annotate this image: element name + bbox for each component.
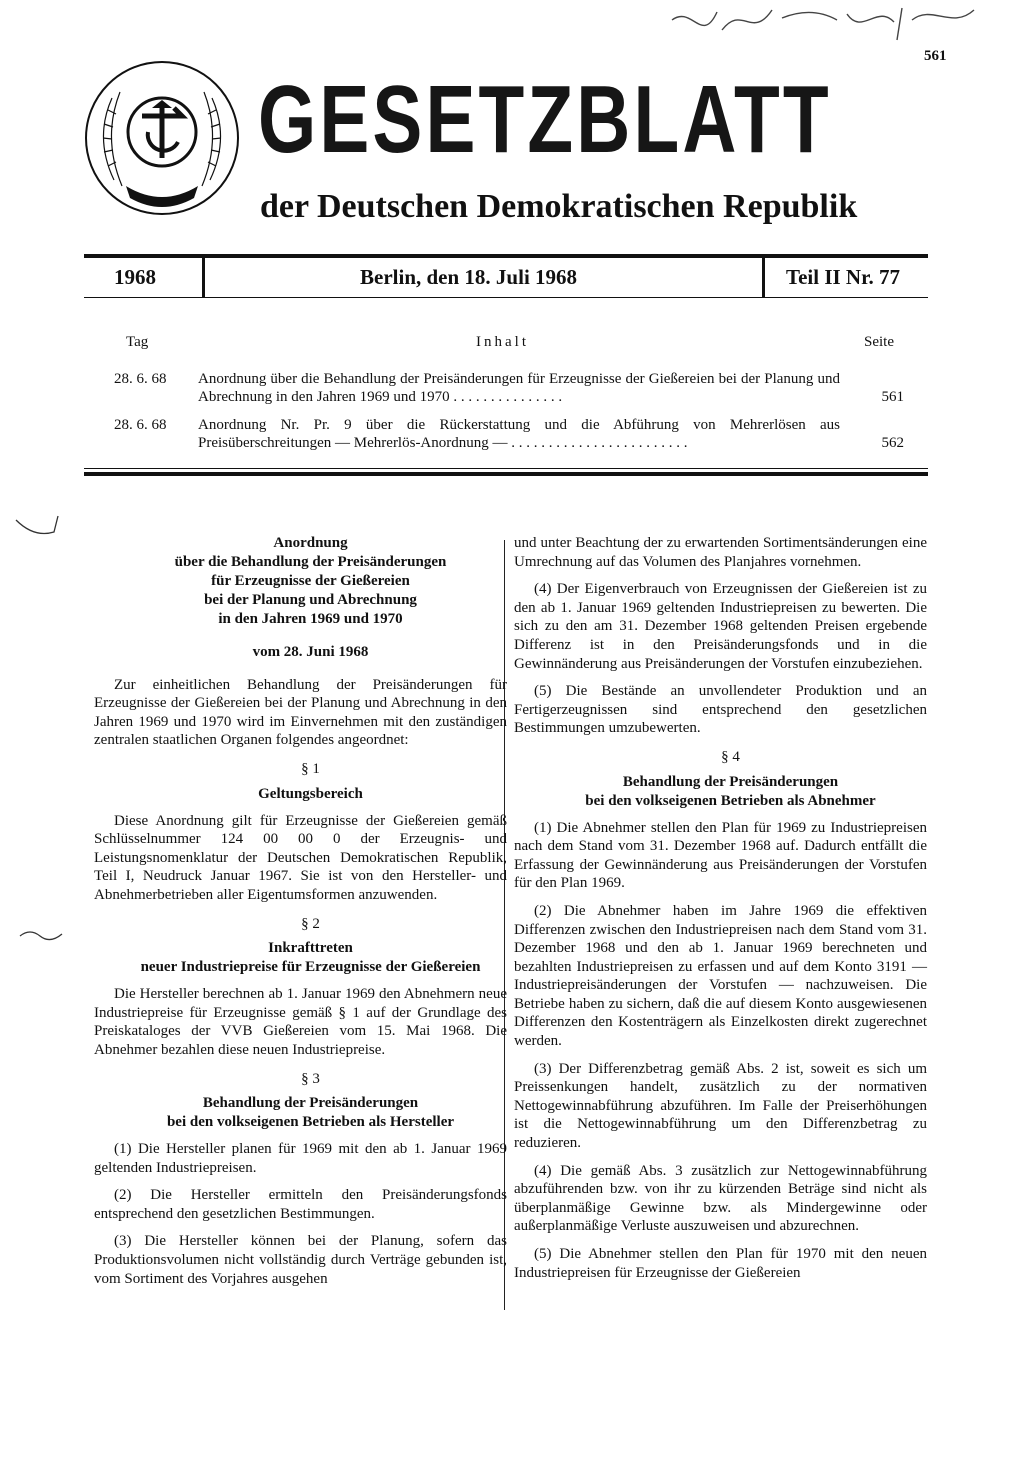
issue-year: 1968	[114, 265, 156, 289]
paragraph: (3) Der Differenzbetrag gemäß Abs. 2 ist, soweit es sich um Preissenkungen handelt, zusätzlich zu der normativen Nettogewinnabführung abzuführen. Im Falle der Preiserhöhungen ist die Nettogewinnabführung um den Differenzbetrag zu reduzieren.	[514, 1060, 927, 1152]
toc-header-page: Seite	[864, 334, 894, 350]
section-number: § 1	[301, 760, 320, 777]
margin-mark	[18, 926, 64, 946]
toc-entry	[84, 370, 928, 410]
paragraph: und unter Beachtung der zu erwartenden Sortimentsänderungen eine Umrechnung auf das Volumen des Planjahres vornehmen.	[514, 535, 927, 570]
section-number: § 4	[721, 748, 740, 765]
section-number: § 2	[301, 915, 320, 932]
section-title: bei den volkseigenen Betrieben als Hersteller	[166, 1114, 455, 1131]
paragraph: (4) Die gemäß Abs. 3 zusätzlich zur Nettogewinnabführung abzuführenden bzw. von ihr zu kürzenden Beträge sind nicht als überplanmäßige Gewinne bzw. als Mindergewinne oder außerplanmäßige Verluste auszuweisen und abzurechnen.	[514, 1162, 927, 1235]
masthead-title: GESETZBLATT	[258, 66, 832, 173]
paragraph: (1) Die Hersteller planen für 1969 mit den ab 1. Januar 1969 geltenden Industriepreisen.	[94, 1141, 507, 1176]
toc-entry-page: 562	[881, 435, 904, 451]
decree-title-line: bei der Planung und Abrechnung	[204, 592, 417, 608]
issue-part-number: Teil II Nr. 77	[786, 265, 900, 289]
decree-date: vom 28. Juni 1968	[252, 644, 369, 660]
decree-title-line: über die Behandlung der Preisänderungen	[174, 554, 447, 570]
masthead-subtitle: der Deutschen Demokratischen Republik	[260, 188, 858, 225]
issue-info-row	[84, 258, 928, 296]
paragraph: (3) Die Hersteller können bei der Planung, sofern das Produktionsvolumen nicht vollständig durch Verträge gebunden ist, vom Sortiment des Vorjahres ausgehen	[94, 1233, 507, 1287]
section-title: Behandlung der Preisänderungen	[202, 1095, 419, 1112]
issue-place-date: Berlin, den 18. Juli 1968	[360, 265, 578, 289]
section-title: Inkrafttreten	[268, 940, 353, 957]
section-title: Behandlung der Preisänderungen	[622, 773, 839, 790]
paragraph: Zur einheitlichen Behandlung der Preisänderungen für Erzeugnisse der Gießereien bei der Planung und Abrechnung in den Jahren 1969 und 1970 wird im Einvernehmen mit den zuständigen zentralen staatlichen Organen folgendes angeordnet:	[94, 676, 507, 749]
paragraph: (4) Der Eigenverbrauch von Erzeugnissen der Gießereien ist zu den ab 1. Januar 1969 geltenden Industriepreisen zu bewerten. Die sich zu den am 31. Dezember 1968 geltenden Preisen ergebende Differenz ist in den Preisänderungsfonds und in die Gewinnänderung aus Preisänderungen der Vorstufen einzubeziehen.	[514, 581, 927, 672]
section-number: § 3	[301, 1070, 320, 1087]
toc-entry-date: 28. 6. 68	[114, 417, 167, 433]
toc-entry-title: Anordnung über die Behandlung der Preisänderungen für Erzeugnisse der Gießereien bei der Planung und Abrechnung in den Jahren 1969 und 1970 . . . . . . . . . . . . . . .	[198, 371, 840, 405]
paragraph: (5) Die Abnehmer stellen den Plan für 1970 mit den neuen Industriepreisen für Erzeugnisse der Gießereien	[514, 1246, 927, 1281]
page-number: 561	[924, 48, 947, 64]
coat-of-arms-icon	[82, 58, 242, 218]
toc-rule-top	[84, 468, 928, 469]
paragraph: Die Hersteller berechnen ab 1. Januar 1969 den Abnehmern neue Industriepreise für Erzeugnisse gemäß § 1 auf der Grundlage des Preiskataloges der VVB Gießereien vom 15. Mai 1968. Die Abnehmer bezahlen diese neuen Industriepreise.	[94, 986, 507, 1058]
decree-title-line: für Erzeugnisse der Gießereien	[211, 573, 410, 589]
decree-title-line: Anordnung	[273, 535, 348, 551]
toc-entry-date: 28. 6. 68	[114, 371, 167, 387]
margin-mark	[14, 512, 60, 542]
toc-entry-title: Anordnung Nr. Pr. 9 über die Rückerstattung und die Abführung von Mehrerlösen aus Preisüberschreitungen — Mehrerlös-Anordnung — . . . . . . . . . . . . . . . . . . . . . . . .	[198, 417, 840, 451]
section-title: bei den volkseigenen Betrieben als Abnehmer	[585, 792, 876, 809]
toc-entry	[84, 416, 928, 456]
left-column	[94, 534, 507, 1297]
paragraph: Diese Anordnung gilt für Erzeugnisse der Gießereien gemäß Schlüsselnummer 124 00 00 0 der Erzeugnis- und Leistungsnomenklatur der Deutschen Demokratischen Republik, Teil I, Neudruck Januar 1967. Sie ist von den Hersteller- und Abnehmerbetrieben aller Eigentumsformen anzuwenden.	[94, 812, 507, 903]
paragraph: (5) Die Bestände an unvollendeter Produktion und an Fertigerzeugnissen sind entsprechend den gesetzlichen Bestimmungen umzubewerten.	[514, 683, 927, 737]
toc-entry-page: 561	[881, 389, 904, 405]
toc-rule-bottom	[84, 472, 928, 476]
section-title: Geltungsbereich	[258, 785, 363, 802]
toc-header-content: Inhalt	[476, 334, 529, 350]
row-separator	[202, 258, 205, 298]
header-rule-bottom	[84, 297, 928, 298]
row-separator	[762, 258, 765, 298]
decree-title-line: in den Jahren 1969 und 1970	[218, 611, 403, 627]
paragraph: (2) Die Abnehmer haben im Jahre 1969 die effektiven Differenzen zwischen den Industriepreisen nach dem Stand vom 31. Dezember 1968 und den ab 1. Januar 1969 berechneten und bezahlten Industriepreisen zu erfassen und auf dem Konto 3191 — Industriepreisänderungen der Vorstufen — nachzuweisen. Die Betriebe haben zu sichern, daß die auf diesem Konto ausgewiesenen Differenzen den Kostenträgern als Einzelkosten direkt zugerechnet werden.	[514, 902, 927, 1050]
paragraph: (1) Die Abnehmer stellen den Plan für 1969 zu Industriepreisen nach dem Stand vom 31. Dezember 1968 auf. Dadurch entfällt die Erfassung der Gewinnänderung aus Preisänderungen der Vorstufen für den Plan 1969.	[514, 819, 927, 892]
handwritten-annotation	[662, 0, 982, 52]
section-title: neuer Industriepreise für Erzeugnisse der Gießereien	[140, 959, 481, 976]
toc-header-date: Tag	[126, 334, 149, 350]
right-column	[514, 534, 927, 1291]
paragraph: (2) Die Hersteller ermitteln den Preisänderungsfonds entsprechend den gesetzlichen Bestimmungen.	[94, 1187, 507, 1222]
